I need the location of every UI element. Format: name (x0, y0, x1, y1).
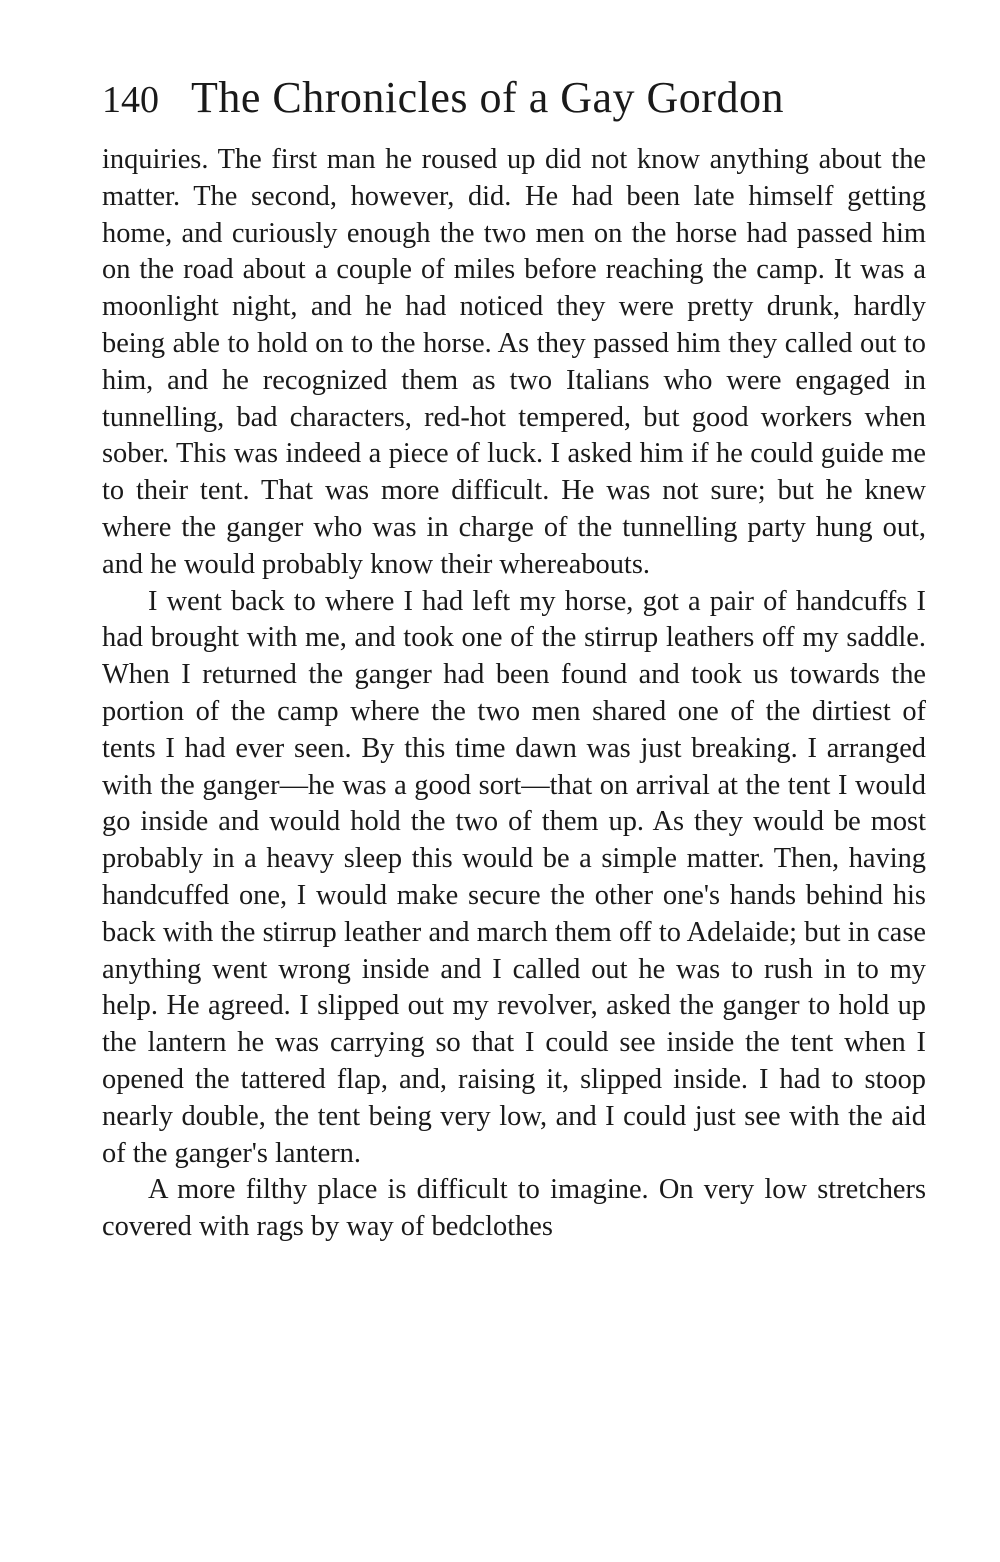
paragraph: I went back to where I had left my horse, got a pair of handcuffs I had brought with me, and took one of the stirrup leathers off my saddle. When I returned the ganger had been found and took us towards the portion of the camp where the two men shared one of the dirtiest of tents I had ever seen. By this time dawn was just breaking. I arranged with the ganger—he was a good sort—that on arrival at the tent I would go inside and would hold the two of them up. As they would be most probably in a heavy sleep this would be a simple matter. Then, having handcuffed one, I would make secure the other one's hands behind his back with the stirrup leather and march them off to Adelaide; but in case anything went wrong inside and I called out he was to rush in to my help. He agreed. I slipped out my revolver, asked the ganger to hold up the lantern he was carrying so that I could see inside the tent when I opened the tattered flap, and, raising it, slipped inside. I had to stoop nearly double, the tent being very low, and I could just see with the aid of the ganger's lantern. (102, 585, 926, 1169)
page-number: 140 (102, 79, 159, 121)
paragraph: A more filthy place is difficult to imagine. On very low stretchers covered with rags by way of bedclothes (102, 1174, 926, 1243)
running-head (102, 72, 926, 136)
paragraph-continued: inquiries. The first man he roused up did not know anything about the matter. The second, however, did. He had been late himself getting home, and curiously enough the two men on the horse had passed him on the road about a couple of miles before reaching the camp. It was a moonlight night, and he had noticed they were pretty drunk, hardly being able to hold on to the horse. As they passed him they called out to him, and he recognized them as two Italians who were engaged in tunnelling, bad characters, red-hot tempered, but good workers when sober. This was indeed a piece of luck. I asked him if he could guide me to their tent. That was more difficult. He was not sure; but he knew where the ganger who was in charge of the tunnelling party hung out, and he would probably know their whereabouts. (102, 144, 926, 580)
body-text (102, 142, 926, 1246)
book-page (102, 72, 926, 1246)
running-title: The Chronicles of a Gay Gordon (191, 73, 784, 122)
